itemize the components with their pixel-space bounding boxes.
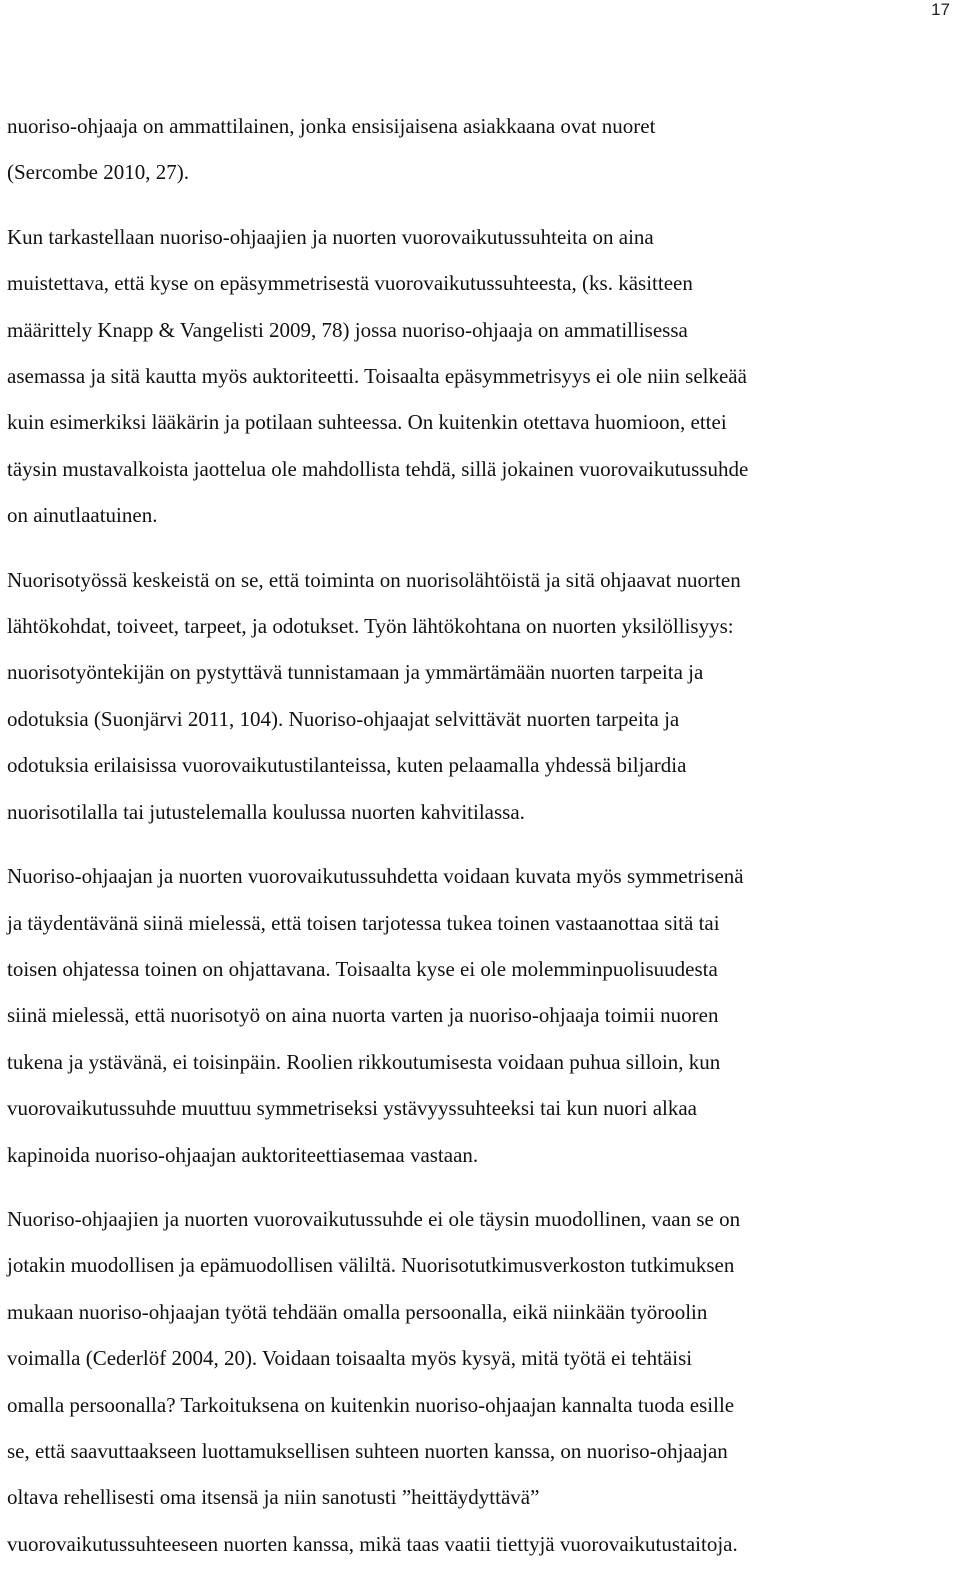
text-line: Nuorisotyössä keskeistä on se, että toiminta on nuorisolähtöistä ja sitä ohjaavat nuorten: [7, 567, 741, 592]
text-line: jotakin muodollisen ja epämuodollisen väliltä. Nuorisotutkimusverkoston tutkimuksen: [7, 1253, 735, 1278]
text-line: nuoriso-ohjaaja on ammattilainen, jonka ensisijaisena asiakkaana ovat nuoret: [7, 114, 656, 138]
text-line: Nuoriso-ohjaajien ja nuorten vuorovaikutussuhde ei ole täysin muodollinen, vaan se on: [7, 1206, 741, 1231]
text-line: voimalla (Cederlöf 2004, 20). Voidaan toisaalta myös kysyä, mitä työtä ei tehtäisi: [7, 1346, 693, 1371]
text-line: asemassa ja sitä kautta myös auktoriteetti. Toisaalta epäsymmetrisyys ei ole niin selkeää: [7, 364, 747, 389]
body-text: [7, 103, 955, 1567]
text-line: täysin mustavalkoista jaottelua ole mahdollista tehdä, sillä jokainen vuorovaikutussuhde: [7, 456, 749, 481]
text-line: odotuksia (Suonjärvi 2011, 104). Nuoriso-ohjaajat selvittävät nuorten tarpeita ja: [7, 706, 680, 731]
text-line: (Sercombe 2010, 27).: [7, 160, 189, 185]
text-line: Nuoriso-ohjaajan ja nuorten vuorovaikutussuhdetta voidaan kuvata myös symmetrisenä: [7, 864, 744, 889]
text-line: kuin esimerkiksi lääkärin ja potilaan suhteessa. On kuitenkin otettava huomioon, ettei: [7, 410, 727, 435]
text-line: omalla persoonalla? Tarkoituksena on kuitenkin nuoriso-ohjaajan kannalta tuoda esille: [7, 1392, 735, 1417]
text-line: lähtökohdat, toiveet, tarpeet, ja odotukset. Työn lähtökohtana on nuorten yksilöllisyys:: [7, 614, 734, 639]
text-line: on ainutlaatuinen.: [7, 503, 158, 528]
text-line: siinä mielessä, että nuorisotyö on aina nuorta varten ja nuoriso-ohjaaja toimii nuoren: [7, 1003, 719, 1028]
text-line: mukaan nuoriso-ohjaajan työtä tehdään omalla persoonalla, eikä niinkään työroolin: [7, 1299, 708, 1324]
text-line: vuorovaikutussuhde muuttuu symmetriseksi ystävyyssuhteeksi tai kun nuori alkaa: [7, 1096, 697, 1121]
text-line: se, että saavuttaakseen luottamuksellisen suhteen nuorten kanssa, on nuoriso-ohjaajan: [7, 1438, 728, 1463]
text-line: nuorisotilalla tai jutustelemalla koulussa nuorten kahvitilassa.: [7, 799, 525, 824]
text-line: odotuksia erilaisissa vuorovaikutustilanteissa, kuten pelaamalla yhdessä biljardia: [7, 753, 687, 778]
text-line: Kun tarkastellaan nuoriso-ohjaajien ja nuorten vuorovaikutussuhteita on aina: [7, 224, 654, 249]
page-number: 17: [931, 0, 950, 19]
text-line: määrittely Knapp & Vangelisti 2009, 78) jossa nuoriso-ohjaaja on ammatillisessa: [7, 317, 688, 342]
text-line: oltava rehellisesti oma itsensä ja niin sanotusti ”heittäydyttävä”: [7, 1485, 540, 1510]
text-line: kapinoida nuoriso-ohjaajan auktoriteettiasemaa vastaan.: [7, 1142, 479, 1167]
text-line: toisen ohjatessa toinen on ohjattavana. Toisaalta kyse ei ole molemminpuolisuudesta: [7, 956, 718, 981]
text-line: vuorovaikutussuhteeseen nuorten kanssa, mikä taas vaatii tiettyjä vuorovaikutustaitoja.: [7, 1531, 738, 1556]
text-line: ja täydentävänä siinä mielessä, että toisen tarjotessa tukea toinen vastaanottaa sitä tai: [7, 910, 720, 935]
text-line: nuorisotyöntekijän on pystyttävä tunnistamaan ja ymmärtämään nuorten tarpeita ja: [7, 660, 704, 685]
text-line: muistettava, että kyse on epäsymmetrisestä vuorovaikutussuhteesta, (ks. käsitteen: [7, 271, 693, 296]
text-line: tukena ja ystävänä, ei toisinpäin. Roolien rikkoutumisesta voidaan puhua silloin, kun: [7, 1049, 721, 1074]
